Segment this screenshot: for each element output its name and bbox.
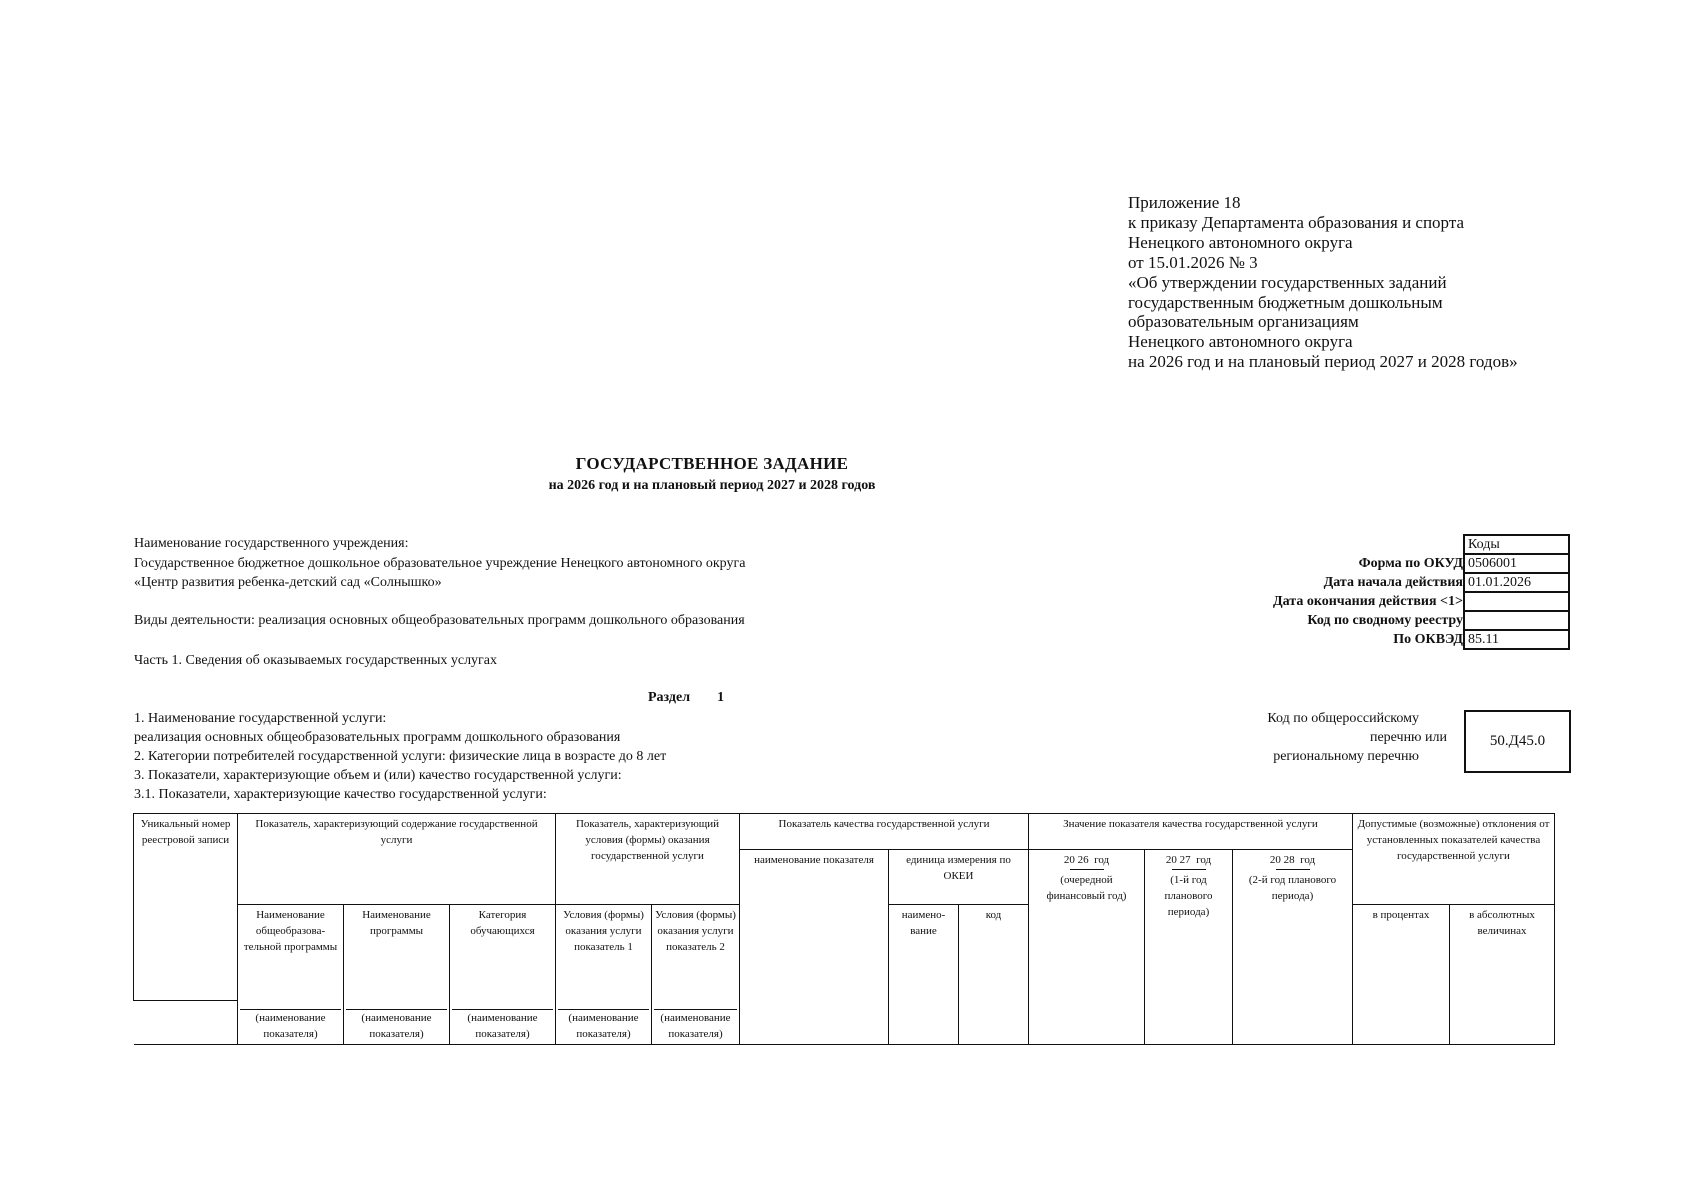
codes-label-registry: Код по сводному реестру bbox=[1307, 613, 1463, 628]
sub-condition-1: Условия (формы) оказания услуги показатель 1 bbox=[556, 905, 652, 1001]
section-number: 1 bbox=[717, 690, 725, 705]
year2-description: (1-й год планового периода) bbox=[1164, 874, 1213, 918]
deviation-percent: в процентах bbox=[1353, 905, 1450, 1045]
institution-label: Наименование государственного учреждения: bbox=[134, 536, 409, 551]
year3-number: 28 bbox=[1283, 854, 1295, 866]
annex-line: «Об утверждении государственных заданий bbox=[1128, 272, 1447, 292]
service-name-label: 1. Наименование государственной услуги: bbox=[134, 711, 387, 726]
quality-indicators-table bbox=[133, 813, 1555, 1045]
activity-type: Виды деятельности: реализация основных общеобразовательных программ дошкольного образования bbox=[134, 613, 745, 628]
registry-code-box: 50.Д45.0 bbox=[1464, 710, 1571, 773]
annex-line: Ненецкого автономного округа bbox=[1128, 332, 1353, 352]
year3-prefix: 20 bbox=[1269, 854, 1281, 866]
codes-header: Коды bbox=[1464, 535, 1569, 554]
annex-line: образовательным организациям bbox=[1128, 312, 1359, 332]
sub-program-name: Наименование общеобразова- тельной программы bbox=[238, 905, 344, 1001]
sub-condition-2: Условия (формы) оказания услуги показатель 2 bbox=[652, 905, 740, 1001]
year2-suffix: год bbox=[1196, 854, 1212, 866]
unit-code: код bbox=[959, 905, 1029, 1045]
annex-line: от 15.01.2026 № 3 bbox=[1128, 252, 1258, 272]
service-name-value: реализация основных общеобразовательных программ дошкольного образования bbox=[134, 730, 621, 745]
part1-heading: Часть 1. Сведения об оказываемых государственных услугах bbox=[134, 653, 498, 668]
col-year-1 bbox=[1029, 850, 1145, 1045]
placeholder-category: (наименование показателя) bbox=[450, 1001, 556, 1045]
codes-value-end-date bbox=[1464, 592, 1569, 611]
codes-table bbox=[1463, 534, 1570, 650]
year3-suffix: год bbox=[1300, 854, 1316, 866]
placeholder-program-name: (наименование показателя) bbox=[238, 1001, 344, 1045]
col-quality-indicator: Показатель качества государственной услуги bbox=[740, 814, 1029, 850]
col-indicator-value: Значение показателя качества государственной услуги bbox=[1029, 814, 1353, 850]
annex-line: на 2026 год и на плановый период 2027 и 2028 годов» bbox=[1128, 352, 1518, 372]
placeholder-condition-2: (наименование показателя) bbox=[652, 1001, 740, 1045]
registry-label-line2: перечню или bbox=[1369, 730, 1447, 745]
col-allowed-deviation: Допустимые (возможные) отклонения от установленных показателей качества государственной услуги bbox=[1353, 814, 1555, 905]
codes-label-okud: Форма по ОКУД bbox=[1358, 556, 1463, 571]
annex-line: Ненецкого автономного округа bbox=[1128, 232, 1353, 252]
codes-value-registry bbox=[1464, 611, 1569, 630]
col-year-2 bbox=[1145, 850, 1233, 1045]
col-content-indicator: Показатель, характеризующий содержание государственной услуги bbox=[238, 814, 556, 905]
year2-prefix: 20 bbox=[1165, 854, 1177, 866]
codes-label-start-date: Дата начала действия bbox=[1323, 575, 1463, 590]
year2-number: 27 bbox=[1179, 854, 1191, 866]
annex-line: государственным бюджетным дошкольным bbox=[1128, 292, 1443, 312]
col-year-3 bbox=[1233, 850, 1353, 1045]
section-label bbox=[648, 690, 724, 706]
sub-category: Категория обучающихся bbox=[450, 905, 556, 1001]
year3-description: (2-й год планового периода) bbox=[1248, 874, 1337, 902]
annex-line: Приложение 18 bbox=[1128, 193, 1241, 212]
year1-number: 26 bbox=[1077, 854, 1089, 866]
section-word: Раздел bbox=[648, 690, 691, 705]
institution-name-line1: Государственное бюджетное дошкольное образовательное учреждение Ненецкого автономного округа bbox=[134, 556, 746, 571]
codes-label-end-date: Дата окончания действия <1> bbox=[1273, 594, 1463, 609]
col-unit-okei: единица измерения по ОКЕИ bbox=[889, 850, 1029, 905]
year1-prefix: 20 bbox=[1063, 854, 1075, 866]
indicators-heading: 3. Показатели, характеризующие объем и (или) качество государственной услуги: bbox=[134, 768, 622, 783]
codes-value-okved: 85.11 bbox=[1464, 630, 1569, 649]
unique-number-tail bbox=[134, 1001, 238, 1045]
placeholder-condition-1: (наименование показателя) bbox=[556, 1001, 652, 1045]
sub-program: Наименование программы bbox=[344, 905, 450, 1001]
codes-value-start-date: 01.01.2026 bbox=[1464, 573, 1569, 592]
document-title: ГОСУДАРСТВЕННОЕ ЗАДАНИЕ bbox=[575, 454, 849, 473]
deviation-absolute: в абсолютных величинах bbox=[1450, 905, 1555, 1045]
codes-label-okved: По ОКВЭД bbox=[1393, 632, 1463, 647]
document-subtitle: на 2026 год и на плановый период 2027 и 2028 годов bbox=[548, 478, 876, 493]
consumer-categories: 2. Категории потребителей государственной услуги: физические лица в возрасте до 8 лет bbox=[134, 749, 667, 764]
quality-indicators-heading: 3.1. Показатели, характеризующие качество государственной услуги: bbox=[134, 787, 547, 802]
year1-suffix: год bbox=[1094, 854, 1110, 866]
unit-name: наимено- вание bbox=[889, 905, 959, 1045]
registry-label-line1: Код по общероссийскому bbox=[1267, 711, 1419, 726]
annex-block bbox=[1128, 193, 1518, 372]
col-unique-number: Уникальный номер реестровой записи bbox=[134, 814, 238, 1001]
year1-description: (очередной финансовый год) bbox=[1046, 874, 1127, 902]
registry-label-line3: региональному перечню bbox=[1273, 749, 1419, 764]
codes-value-okud: 0506001 bbox=[1464, 554, 1569, 573]
col-indicator-name: наименование показателя bbox=[740, 850, 889, 1045]
col-conditions-indicator: Показатель, характеризующий условия (формы) оказания государственной услуги bbox=[556, 814, 740, 905]
institution-name-line2: «Центр развития ребенка-детский сад «Солнышко» bbox=[134, 575, 442, 590]
placeholder-program: (наименование показателя) bbox=[344, 1001, 450, 1045]
annex-line: к приказу Департамента образования и спорта bbox=[1128, 212, 1465, 232]
